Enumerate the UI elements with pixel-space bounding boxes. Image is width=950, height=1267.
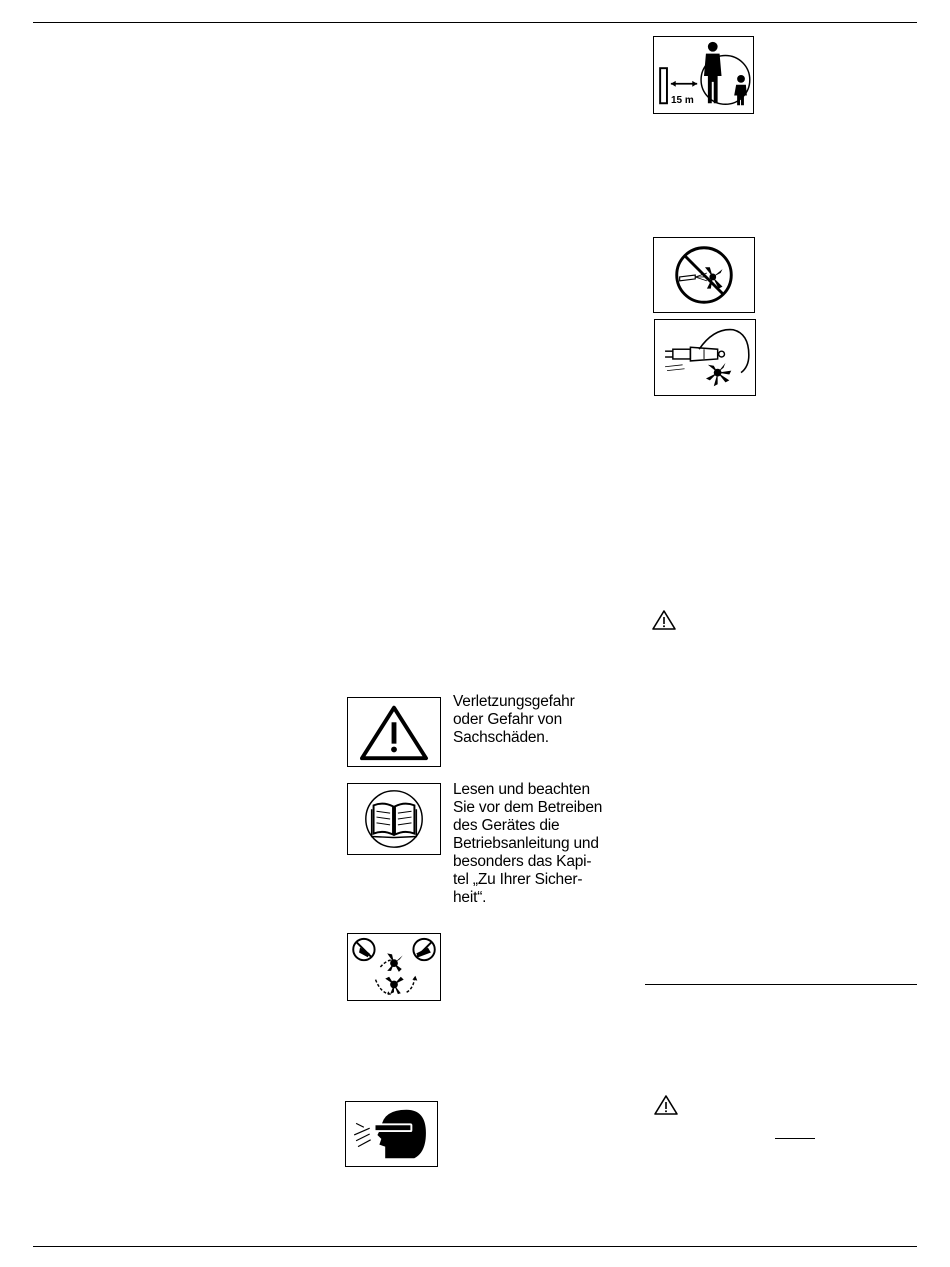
text-line: besonders das Kapi- xyxy=(453,853,592,870)
bystander-distance-icon xyxy=(654,37,753,113)
rotating-blades-hands-feet-icon xyxy=(348,934,440,1000)
section-divider xyxy=(645,984,917,985)
warning-symbol-text xyxy=(453,693,575,747)
read-manual-symbol-box xyxy=(347,783,441,855)
text-line: des Gerätes die xyxy=(453,817,560,834)
distance-label: 15 m xyxy=(671,95,694,106)
blade-guard-plug-icon xyxy=(655,320,755,395)
text-line: oder Gefahr von xyxy=(453,711,563,728)
text-line: Sie vor dem Betreiben xyxy=(453,799,603,816)
bystander-distance-symbol-box xyxy=(653,36,754,114)
read-manual-text xyxy=(453,781,602,907)
warning-triangle-icon xyxy=(651,609,677,631)
eye-protection-icon xyxy=(346,1102,437,1166)
text-line: Sachschäden. xyxy=(453,729,549,746)
warning-triangle-icon xyxy=(653,1094,679,1116)
warning-triangle-icon xyxy=(348,698,440,766)
eye-protection-symbol-box xyxy=(345,1101,438,1167)
underline-mark xyxy=(775,1138,815,1139)
bottom-rule xyxy=(33,1246,917,1247)
text-line: Lesen und beachten xyxy=(453,781,590,798)
warning-symbol-box xyxy=(347,697,441,767)
text-line: heit“. xyxy=(453,889,487,906)
no-spray-water-icon xyxy=(654,238,754,312)
read-manual-icon xyxy=(348,784,440,854)
text-line: tel „Zu Ihrer Sicher- xyxy=(453,871,583,888)
no-spray-water-symbol-box xyxy=(653,237,755,313)
text-line: Verletzungsgefahr xyxy=(453,693,575,710)
blade-guard-symbol-box xyxy=(654,319,756,396)
text-line: Betriebsanleitung und xyxy=(453,835,599,852)
top-rule xyxy=(33,22,917,23)
rotating-blades-symbol-box xyxy=(347,933,441,1001)
